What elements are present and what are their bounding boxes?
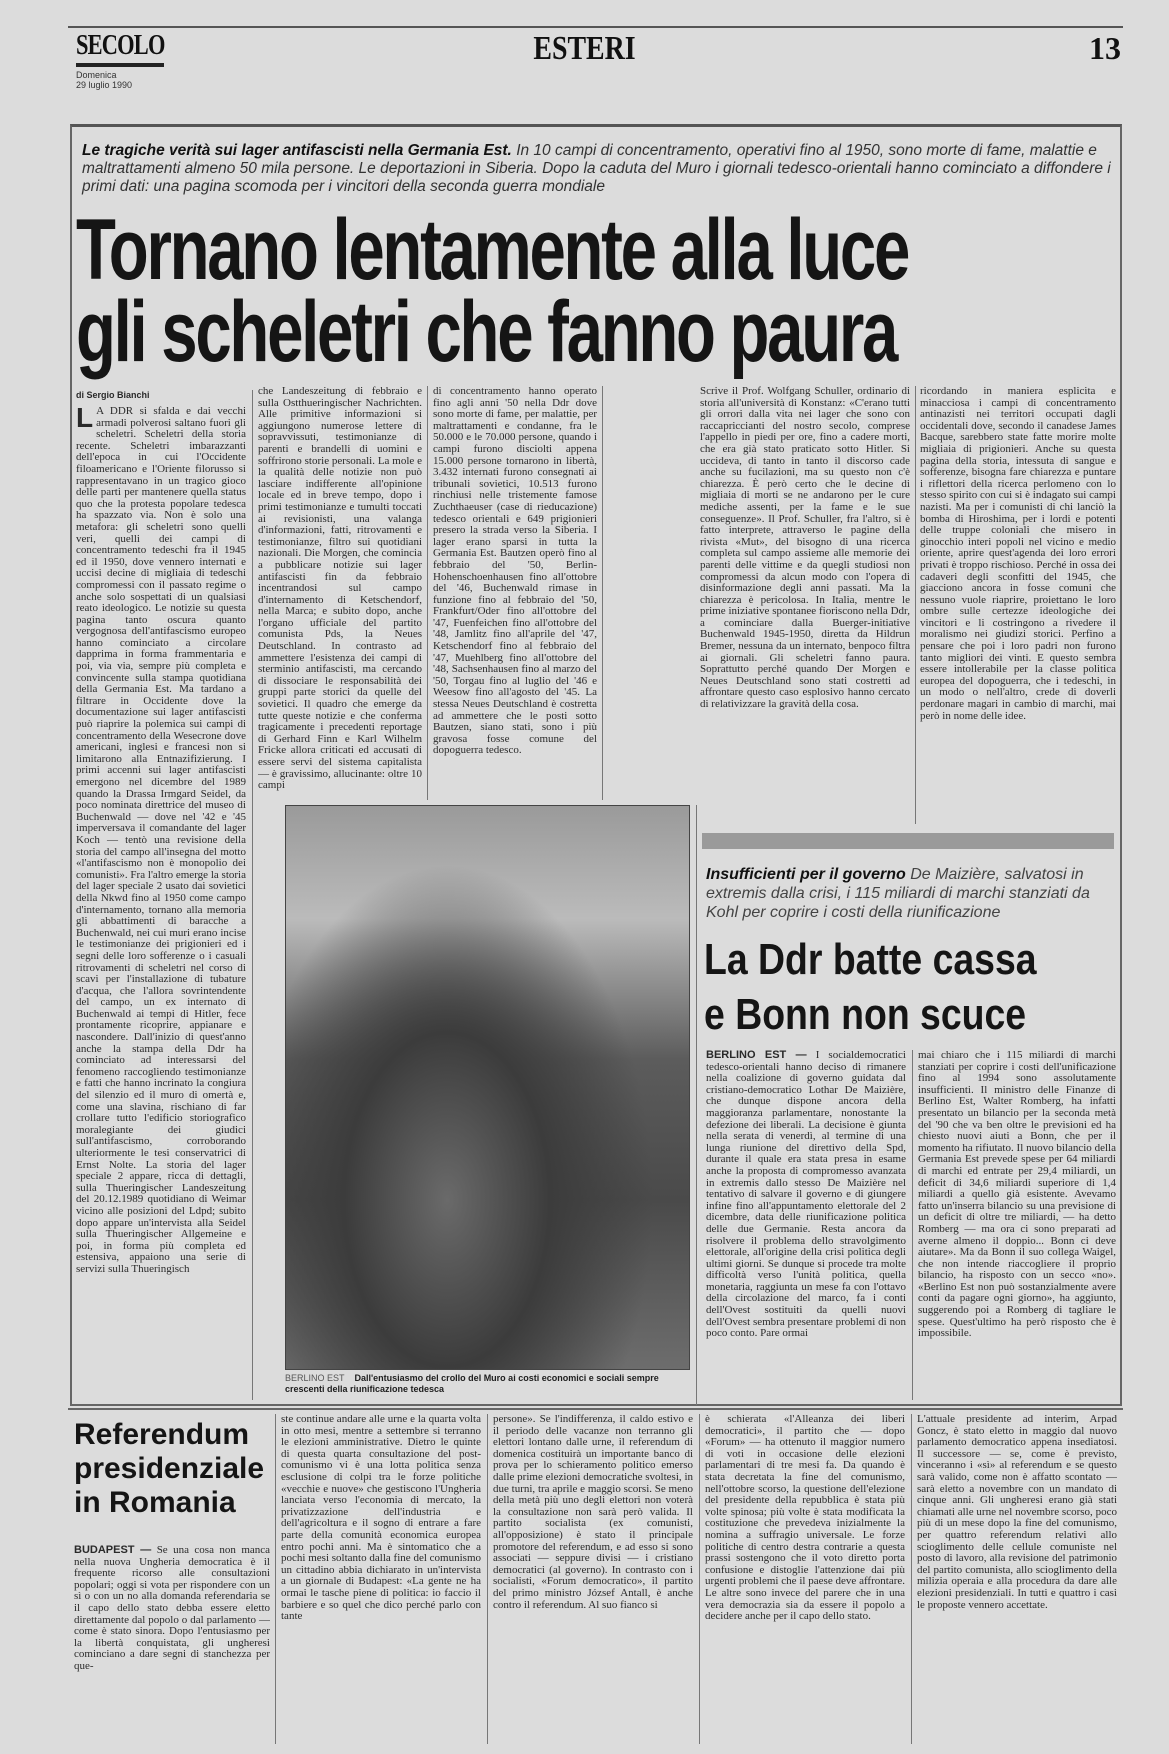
section-title: ESTERI (533, 30, 636, 67)
article3-headline: Referendum presidenziale in Romania (74, 1418, 265, 1519)
date: 29 luglio 1990 (76, 80, 133, 90)
dateline (76, 70, 132, 90)
column-divider (275, 1414, 276, 1744)
article2-headline-2: e Bonn non scuce (704, 990, 1027, 1039)
caption-location: BERLINO EST (285, 1373, 345, 1383)
article1-column-1 (76, 390, 246, 1400)
column-divider (699, 1414, 700, 1744)
article3-column-3: persone». Se l'indifferenza, il caldo estivo e il periodo delle vacanze non terranno gli elettori lontano dalle urne, il referendum di domenica costituirà un importante banco di prova per lo schieramento politico emerso dalle prime elezioni democratiche svoltesi, in due turni, tra aprile e maggio scorsi. Se meno della metà più uno degli elettori non voterà la consultazione non sarà però valida. Il partito socialista (ex comunisti, all'opposizione) è stato il principale promotore del referendum, e ad esso si sono associati — seppure divisi — i cristiano democratici (al governo). In contrasto con i socialisti, «Forum democratico», il partito del primo ministro József Antall, è anche contro il referendum. Al suo fianco si (493, 1414, 693, 1611)
dropcap: L (76, 402, 94, 433)
article2-deck (706, 865, 1116, 922)
grey-separator-bar (702, 833, 1114, 849)
deck-text: In 10 campi di concentramento, operativi fino al 1950, sono morte di fame, malattie e maltrattamenti almeno 50 mila persone. Le deportazioni in Siberia. Dopo la caduta del Muro i giornali tedesco-orientali hanno cominciato a diffondere i primi dati: una pagina scomoda per i vincitori della seconda guerra mondiale (82, 142, 1111, 195)
article1-deck (82, 142, 1112, 196)
column-divider (696, 805, 697, 1405)
column-text: I socialdemocratici tedesco-orientali hanno deciso di rimanere nella coalizione di governo guidata dal cristiano-democratico Lothar De Maizière, che dunque dispone ancora della maggioranza parlamentare, nonostante la defezione dei liberali. La decisione è giunta nella serata di venerdì, al termine di una lunga riunione del direttivo della Spd, durante il quale era stata presa in esame anche la proposta di compromesso avanzata in extremis dallo stesso De Maizière nel tentativo di salvare il governo e di giungere infine fino all'appuntamento elettorale del 2 dicembre, data delle riunificazione politica delle due Germanie. Resta ancora da risolvere il problema dello stravolgimento elettorale, all'origine della crisi politica degli ultimi giorni. Se dunque si procede tra molte difficoltà verso l'unità politica, quella monetaria, raggiunta un mese fa con l'ottavo della circolazione del marco, fa i conti dell'Ovest sostituiti da quelli nuovi dell'Ovest sembra presentare problemi di non poco conto. Pare ormai (706, 1050, 906, 1340)
column-divider (487, 1414, 488, 1744)
deck-bold: Insufficienti per il governo (706, 866, 906, 883)
article1-column-2: che Landeszeitung di febbraio e sulla Ostthueringischer Nachrichten. Alle primitive informazioni si aggiungono numerose lettere di sopravvissuti, testimonianze di parenti e brandelli di uomini e soffrirono storie personali. La mole e la qualità delle notizie non può lasciare indifferente all'opinione locale ed in breve tempo, dopo i primi testimonianze e tumulti toccati ai revisionisti, una valanga d'informazioni, fatti, ritrovamenti e testimonianze, filtro sui quotidiani nazionali. Die Morgen, che comincia a pubblicare notizie sui lager antifascisti fin da febbraio incentrandosi sul campo d'internamento di Ketschendorf, nella Marca; e subito dopo, anche l'organo ufficiale del partito comunista Pds, la Neues Deutschland. In contrasto ad ammettere l'esistenza dei campi di sterminio antifascisti, ma cercando di dissociare le responsabilità dei gruppi parte storici da quelle del sovietici. Il quadro che emerge da tutte queste notizie e che conferma tragicamente i precedenti reportage di Gerhard Finn e Karl Wilhelm Fricke allora criticati ed accusati di essere servi del sistema capitalista — è gravissimo, allucinante: oltre 10 campi (258, 386, 422, 792)
photo-caption (285, 1373, 690, 1395)
article3-column-5: L'attuale presidente ad interim, Arpad Goncz, è stato eletto in maggio dal nuovo parlamento democratico appena insediatosi. Il successore — se, come è previsto, vinceranno i «sì» al referendum e se questo sarà valido, come non è affatto scontato — sarà eletto a novembre con un mandato di cinque anni. Gli ungheresi erano già stati chiamati alle urne nel novembre scorso, poco più di un mese dopo la fine del comunismo, per quattro referendum relativi allo scioglimento delle cellule comuniste nel posto di lavoro, alla revisione del patrimonio del partito comunista, allo scioglimento della milizia operaia e alla procedura da dare alle elezioni presidenziali. In tutti e quattro i casi le proposte vennero accettate. (917, 1414, 1117, 1611)
article2-headline-1: La Ddr batte cassa (704, 935, 1037, 984)
article1-column-4: Scrive il Prof. Wolfgang Schuller, ordinario di storia all'università di Konstanz: «C'erano tutti gli orrori dalla vita nei lager che sono con raccapriccianti del nostro secolo, comprese l'appello in piedi per ore, fino a cadere morti, che era già stato praticato sotto Hitler. Si uccideva, di tanto in tanto il discorso cade anche su fucilazioni, ma su questo non c'è chiarezza. È però certo che le decine di migliaia di morti se ne andarono per le cure mediche assenti, per la fame e le sue conseguenze». Il Prof. Schuller, fra l'altro, si è fatto interprete, attraverso le pagine della rivista «Mut», del bisogno di una ricerca completa sul campo assieme alle memorie dei parenti delle vittime e da quegli studiosi non compromessi da alcun modo con l'opera di disinformazione degli anni passati. Ma la chiarezza è pericolosa. In Italia, mentre le prime iniziative spontanee fioriscono nella Ddr, a cominciare dalla Buerger-initiative Buchenwald 1945-1950, diretta da Hildrun Bremer, nessuna da un internato, benpoco filtra ai giornali. Gli scheletri fanno paura. Soprattutto perché quando Der Morgen e Neues Deutschland sono stati costretti ad affrontare questo caso esplosivo hanno cercato di relativizzare la gravità della cosa. (700, 386, 910, 711)
caption-text: Dall'entusiasmo del crollo del Muro ai costi economici e sociali sempre crescenti della riunificazione tedesca (285, 1373, 659, 1394)
kicker: BUDAPEST — (74, 1545, 152, 1556)
column-divider (915, 386, 916, 824)
article3-column-4: è schierata «l'Alleanza dei liberi democratici», il partito che — dopo «Forum» — ha ottenuto il maggior numero di voti in occasione delle elezioni parlamentari di tre mesi fa. Da quando è stata decretata la fine del comunismo, nell'ottobre scorso, la questione dell'elezione del presidente della repubblica è stata più volte spinosa; più volte è stata modificata la costituzione che prevedeva inizialmente la nomina a suffragio universale. Le forze politiche di centro destra contrarie a questa prassi sostengono che il voto diretto porta confusione e distoglie l'attenzione dai più urgenti problemi che il paese deve affrontare. Le altre sono invece del parere che in una vera democrazia sia da essere il popolo a decidere anche per il capo dello stato. (705, 1414, 905, 1623)
column-divider (252, 390, 253, 1400)
article1-headline-2: gli scheletri che fanno paura (76, 284, 897, 380)
article2-column-2: mai chiaro che i 115 miliardi di marchi stanziati per coprire i costi dell'unificazione fino al 1994 sono assolutamente insufficienti. Il ministro delle Finanze di Berlino Est, Walter Romberg, ha infatti presentato un bilancio per la seconda metà del '90 che va ben oltre le previsioni ed ha chiesto nuovi aiuti a Bonn, che per il momento ha rifiutato. Il nuovo bilancio della Germania Est prevede spese per 64 miliardi di marchi ed entrate per 29,4 miliardi, un deficit di 34,6 miliardi superiore di 1,4 miliardi a quello già esistente. Avevamo fatto un'inserra bilancio su una previsione di un deficit di oltre tre miliardi, — ha detto Romberg — ma ora ci sono preparati ad averne almeno il doppio... Bonn ci deve aiutare». Ma da Bonn il suo collega Waigel, che non intende riaccogliere il proprio bilancio, ha risposto con un secco «no». «Berlino Est non può sostanzialmente avere conti da pagare ogni giorno», ha aggiunto, suggerendo poi a Romberg di tagliare le spese. Quest'ultimo ha però risposto che è impossibile. (918, 1050, 1116, 1340)
article1-column-5: ricordando in maniera esplicita e minacciosa i campi di concentramento antinazisti nei territori occupati dagli occidentali dove, secondo il canadese James Bacque, sarebbero state fatte morire molte migliaia di prigionieri. Anche su questa pagina della storia, intessuta di sangue e sofferenze, bisogna fare chiarezza e puntare i riflettori della ricerca perlomeno con lo stesso spirito con cui si è indagato sui campi nazisti. Ma per i comunisti di chi lanciò la bomba di Hiroshima, per i lordi e potenti delle truppe coloniali che misero in ginocchio interi popoli nel vicino e medio oriente, aprire quest'agenda dei loro errori privati è troppo rischioso. Perché in ossa dei cadaveri degli sconfitti del 1945, che giacciono ancora in fosse comuni che nessuno vuole riaprire, proiettano le loro ombre sulle certezze ideologiche dei vincitori e li costringono a rivedere il moralismo nei giudizi storici. Perfino a pensare che poi i loro padri non furono tanto migliori dei vinti. E questo sembra essere intollerabile per la classe politica europea del dopoguerra, che i tedeschi, in un modo o nell'altro, crede di doverli perdonare magari in cambio di marchi, mai però in nome delle idee. (920, 386, 1116, 722)
byline: di Sergio Bianchi (76, 390, 150, 400)
column-text: A DDR si sfalda e dai vecchi armadi polverosi saltano fuori gli scheletri. Scheletri della storia recente. Scheletri imbarazzanti dell'epoca in cui l'Occidente filoamericano e l'Oriente filorusso si rappresentavano in un tragico gioco delle parti per mantenere quella status quo che la protesta popolare tedesca ha spazzato via. Non è solo una metafora: gli scheletri sono quelli veri, quelli dei campi di concentramento tedeschi fra il 1945 ed il 1950, dove vennero internati e uccisi decine di migliaia di tedeschi compromessi con il passato regime o anche solo sospettati di un qualsiasi reato ideologico. Le notizie su questa pagina tanto oscura quanto vergognosa dell'antifascismo europeo hanno cominciato a circolare dapprima in forma frammentaria e poi, via via, sempre più completa e convincente sulla stampa quotidiana della Germania Est. Ma tardano a filtrare in Occidente dove la documentazione sui lager antifascisti può riaprire la polemica sui campi di concentramento della Wesecrone dove americani, inglesi e francesi non si limitarono alla Entnazifizierung. I primi accenni sui lager antifascisti emergono nel dicembre del 1989 quando la Drassa Irmgard Seidel, da poco nominata direttrice del museo di Buchenwald — dove nel '42 e '45 imperversava il comandante del lager Koch — tentò una revisione della storia del campo all'insegna del motto «l'antifascismo non è monopolio dei comunisti». Fra l'altro emerge la storia del lager speciale 2 usato dai sovietici della Nkwd fino al 1950 come campo d'internamento, tornano alla memoria gli abbattimenti di baracche a Buchenwald, nei cui muri erano incise le testimonianze dei prigionieri ed i segni delle loro sofferenze o i casuali ritrovamenti di scheletri nel corso di scavi per l'installazione di tubature d'acqua, che l'allora sovrintendente del campo, un ex internato di Buchenwald ai tempi di Hitler, fece prontamente ricoprire, appianare e nascondere. Dall'inizio di quest'anno anche la stampa della Ddr ha cominciato ad interessarsi del fenomeno raccogliendo testimonianze e fatti che hanno incrinato la congiura del silenzio ed il muro di omertà e, come una slavina, rischiano di far crollare tutto l'edificio storiografico moralegiante dei giudici sull'antifascismo, corroborando ulteriormente le tesi conservatrici di Ernst Nolte. La storia del lager speciale 2 appare, ricca di dettagli, sulla Thueringischer Landeszeitung del 20.12.1989 quotidiano di Weimar vicino alle posizioni del Ldpd; subito dopo appare un'intervista alla Seidel sulla Thueringischer Allgemeine e poi, in forma più completa ed estensiva, appaiono una serie di servizi sulla Thueringisch (76, 405, 246, 1275)
deck-text: De Maizière, salvatosi in extremis dalla crisi, i 115 miliardi di marchi stanziati da Kohl per coprire i costi della riunificazione (706, 866, 1090, 921)
article3-column-1 (74, 1545, 270, 1745)
kicker: BERLINO EST — (706, 1050, 807, 1061)
column-divider (911, 1414, 912, 1744)
column-divider (427, 386, 428, 800)
article1-column-3: di concentramento hanno operato fino agli anni '50 nella Ddr dove sono morte di fame, per malattie, per maltrattamenti e condanne, fra le 50.000 e le 70.000 persone, quando i campi furono disciolti appena 15.000 persone tornarono in libertà, 3.432 internati furono consegnati ai tribunali sovietici, 10.513 furono rinchiusi nelle tristemente famose Zuchthaeuser (case di rieducazione) tedesco orientali e 649 prigionieri presero la strada verso la Siberia. I lager erano sparsi in tutta la Germania Est. Bautzen operò fino al febbraio del '50, Berlin-Hohenschoenhausen fino all'ottobre del '46, Buchenwald rimase in funzione fino al febbraio del '50, Frankfurt/Oder fino all'ottobre del '47, Fuenfeichen fino all'ottobre del '48, Jamlitz fino all'aprile del '47, Ketschendorf fino al febbraio del '47, Muehlberg fino all'ottobre del '48, Sachsenhausen fino al marzo del '50, Torgau fino al luglio del '46 e Weesow fino all'agosto del '45. La stessa Neues Deutschland è costretta ad ammettere che le posti sotto Bautzen, siano stati, sono i più gravosa fosse comune del dopoguerra tedesco. (433, 386, 597, 757)
column-text: Se una cosa non manca nella nuova Ungheria democratica è il frequente ricorso alle consultazioni popolari; oggi si vota per rispondere con un sì o con un no alla domanda referendaria se il capo dello stato debba essere eletto direttamente dal popolo o dal parlamento — come è stato sinora. Dopo l'entusiasmo per la libertà conquistata, gli ungheresi cominciano a dare segni di stanchezza per que- (74, 1545, 270, 1672)
top-rule (68, 26, 1123, 28)
article1-headline-1: Tornano lentamente alla luce (76, 202, 909, 298)
berlin-wall-crowd-photo (285, 805, 690, 1370)
newspaper-logo: SECOLO (76, 30, 165, 61)
article3-column-2: ste continue andare alle urne e la quarta volta in otto mesi, mentre a settembre si terranno le elezioni amministrative. Dietro le quinte di questa quarta consultazione del post-comunismo vi è una lotta politica senza esclusione di colpi tra le forze politiche «vecchie e nuove» che gestiscono l'Ungheria lanciata verso l'economia di mercato, la privatizzazione dell'industria e dell'agricoltura e il sogno di entrare a fare parte della comunità economica europea entro pochi anni. Ma è sintomatico che a pochi mesi soltanto dalla fine del comunismo un cittadino abbia dichiarato in un'intervista a un giornale di Budapest: «La gente ne ha ormai le tasche piene di politica: io faccio il barbiere e so quel che dico perché parlo con tante (281, 1414, 481, 1623)
deck-bold: Le tragiche verità sui lager antifascisti nella Germania Est. (82, 142, 512, 159)
column-divider (912, 1050, 913, 1400)
day: Domenica (76, 70, 117, 80)
page-number: 13 (1089, 30, 1121, 66)
section-rule (68, 1408, 1123, 1410)
article2-column-1 (706, 1050, 906, 1400)
column-divider (602, 386, 603, 800)
